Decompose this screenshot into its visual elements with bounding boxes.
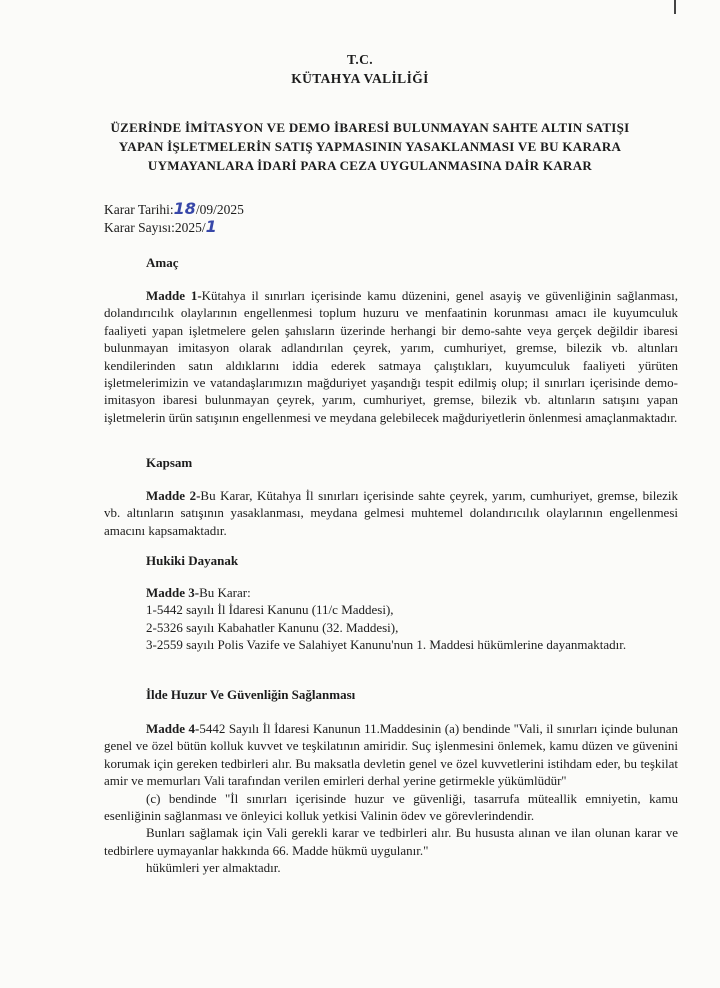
madde-2 xyxy=(104,487,678,539)
decision-number-label: Karar Sayısı:2025/ xyxy=(104,220,206,235)
madde-3 xyxy=(104,584,678,654)
madde-1-label: Madde 1- xyxy=(146,288,202,303)
madde-4-text-2: (c) bendinde "İl sınırları içerisinde huzur ve güvenliği, tasarrufa müteallik emniyetin, kamu esenliğinin sağlanması ve önleyici kolluk yetkisi Valinin ödev ve görevlerindendir. xyxy=(104,790,678,824)
scan-edge-mark xyxy=(674,0,676,14)
madde-4 xyxy=(104,720,678,877)
madde-4-label: Madde 4- xyxy=(146,721,200,736)
madde-3-item-3: 3-2559 sayılı Polis Vazife ve Salahiyet Kanunu'nun 1. Maddesi hükümlerine dayanmaktadır. xyxy=(146,637,627,653)
madde-1 xyxy=(104,287,678,426)
decision-date-handwritten: 18 xyxy=(173,199,196,218)
decision-date-label: Karar Tarihi: xyxy=(104,202,174,217)
document-title xyxy=(60,118,680,175)
header-tc: T.C. xyxy=(346,52,374,67)
title-line-2: YAPAN İŞLETMELERİN SATIŞ YAPMASININ YASAKLANMASI VE BU KARARA xyxy=(118,139,622,154)
madde-2-text: Bu Karar, Kütahya İl sınırları içerisinde sahte çeyrek, yarım, cumhuriyet, gremse, bilezik vb. altınların satışının yasaklanması, meydana gelmesi muhtemel dolandırıcılık olaylarının engellenmesi amacını kapsamaktadır. xyxy=(104,488,678,538)
madde-4-text-4: hükümleri yer almaktadır. xyxy=(146,860,281,876)
section-hukuki-dayanak: Hukiki Dayanak xyxy=(146,553,239,568)
madde-4-text-3: Bunları sağlamak için Vali gerekli karar ve tedbirleri alır. Bu hususta alınan ve ilan olunan karar ve tedbirlere uymayanlar hakkında 66. Madde hükmü uygulanır." xyxy=(104,825,678,858)
decision-number-handwritten: 1 xyxy=(205,217,217,236)
title-line-1: ÜZERİNDE İMİTASYON VE DEMO İBARESİ BULUNMAYAN SAHTE ALTIN SATIŞI xyxy=(110,120,630,135)
madde-1-text: Kütahya il sınırları içerisinde kamu düzenini, genel asayiş ve güvenliğinin sağlanması, dolandırıcılık olaylarının engellenmesi toplum huzuru ve menfaatinin korunması amacı ile kuyumculuk faaliyeti yapan işletmelere gelen şahısların üzerinde herhangi bir demo-sahte veya gerçek değildir ibaresi bulunmayan imitasyon olarak adlandırılan çeyrek, yarım, cumhuriyet, gremse, bilezik vb. altınları kendilerinden satın aldıklarını iddia ederek satmaya çalıştıkları, kuyumculuk faaliyeti yürüten işletmelerimizin ve vatandaşlarımızın mağduriyet yaşandığı tespit edilmiş olup; il sınırları içerisinde demo-imitasyon ibaresi bulunmayan çeyrek, yarım, cumhuriyet, gremse, bilezik vb. altınların satışını yapan işletmelerin ürün satışının engellenmesi ve meydana gelebilecek mağduriyetlerin önlenmesi amaçlanmaktadır. xyxy=(104,288,678,425)
header-valilik: KÜTAHYA VALİLİĞİ xyxy=(291,71,429,86)
madde-3-item-2: 2-5326 sayılı Kabahatler Kanunu (32. Maddesi), xyxy=(146,619,399,635)
document-header xyxy=(0,50,720,88)
section-huzur-guvenlik: İlde Huzur Ve Güvenliğin Sağlanması xyxy=(146,687,356,702)
title-line-3: UYMAYANLARA İDARİ PARA CEZA UYGULANMASINA DAİR KARAR xyxy=(147,158,593,173)
madde-2-label: Madde 2- xyxy=(146,488,201,503)
decision-date xyxy=(104,200,244,218)
decision-meta xyxy=(104,200,244,236)
decision-date-rest: /09/2025 xyxy=(195,202,244,217)
decision-number xyxy=(104,218,244,236)
madde-3-label: Madde 3- xyxy=(146,585,200,600)
section-kapsam: Kapsam xyxy=(146,455,193,470)
madde-4-text-1: 5442 Sayılı İl İdaresi Kanunun 11.Maddesinin (a) bendinde ''Vali, il sınırları içinde bulunan genel ve özel bütün kolluk kuvvet ve teşkilatının amiridir. Suç işlenmesini önlemek, kamu düzen ve güvenini korumak için gereken tedbirleri alır. Bu maksatla devletin genel ve özel kuvvetlerini istihdam eder, bu teşkilat amir ve memurları Vali tarafından verilen emirleri derhal yerine getirmekle yükümlüdür'' xyxy=(104,721,678,789)
section-amac: Amaç xyxy=(146,255,179,270)
madde-3-intro: Bu Karar: xyxy=(199,585,251,600)
madde-3-item-1: 1-5442 sayılı İl İdaresi Kanunu (11/c Maddesi), xyxy=(146,602,394,618)
